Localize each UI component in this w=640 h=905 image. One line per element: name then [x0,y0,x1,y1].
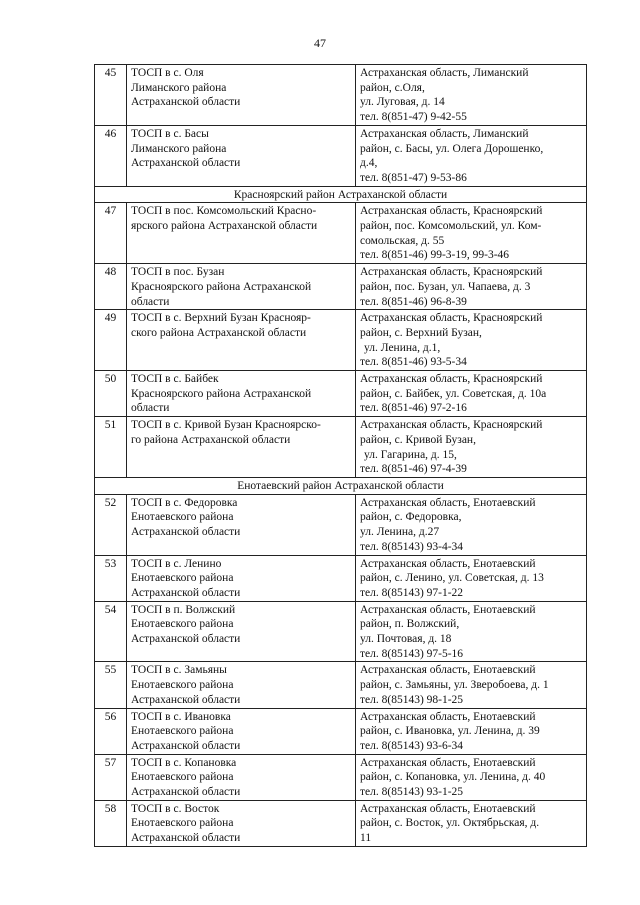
office-name-cell [127,708,356,754]
row-number: 51 [95,417,127,478]
address-line: Астраханская область, Енотаевский [360,802,536,815]
office-name-line: Астраханской области [131,96,241,109]
address-line: ул. Ленина, д.1, [364,341,441,354]
office-name-cell [127,754,356,800]
office-name-cell [127,417,356,478]
address-line: Астраханская область, Енотаевский [360,496,536,509]
office-name-line: Астраханской области [131,739,241,752]
office-name-line: ТОСП в с. Байбек [131,373,219,386]
table-row [95,310,587,371]
address-line: тел. 8(851-47) 9-42-55 [360,111,467,124]
office-name-line: Енотаевского района [131,679,234,692]
address-line: район, с. Копановка, ул. Ленина, д. 40 [360,771,546,784]
office-name-line: Лиманского района [131,142,227,155]
address-line: тел. 8(85143) 97-5-16 [360,647,464,660]
address-line: д.4, [360,157,378,170]
office-name-line: ТОСП в п. Волжский [131,603,236,616]
address-line: район, с. Замьяны, ул. Зверобоева, д. 1 [360,679,549,692]
address-cell [356,601,587,662]
row-number: 55 [95,662,127,708]
office-name-cell [127,310,356,371]
address-line: тел. 8(85143) 97-1-22 [360,586,464,599]
office-name-line: Астраханской области [131,586,241,599]
table-row [95,264,587,310]
section-title: Енотаевский район Астраханской области [95,477,587,494]
office-name-line: области [131,402,170,415]
office-name-cell [127,203,356,264]
row-number: 52 [95,494,127,555]
address-line: Астраханская область, Енотаевский [360,557,536,570]
address-line: Астраханская область, Енотаевский [360,756,536,769]
address-line: тел. 8(851-46) 99-3-19, 99-3-46 [360,249,510,262]
row-number: 56 [95,708,127,754]
address-cell [356,371,587,417]
table-row [95,754,587,800]
office-name-cell [127,125,356,186]
address-line: район, с. Байбек, ул. Советская, д. 10а [360,387,547,400]
address-cell [356,264,587,310]
address-line: район, с. Федоровка, [360,511,462,524]
address-line: район, с. Ленино, ул. Советская, д. 13 [360,572,544,585]
table-row [95,371,587,417]
address-line: Астраханская область, Красноярский [360,312,543,325]
address-cell [356,417,587,478]
office-name-line: Енотаевского района [131,771,234,784]
office-name-line: Красноярского района Астраханской [131,280,312,293]
row-number: 49 [95,310,127,371]
row-number: 50 [95,371,127,417]
office-name-line: Енотаевского района [131,817,234,830]
office-name-line: Астраханской области [131,633,241,646]
office-name-cell [127,555,356,601]
office-name-line: Енотаевского района [131,618,234,631]
office-name-line: ского района Астраханской области [131,326,307,339]
office-name-line: ТОСП в пос. Бузан [131,266,225,279]
address-line: Астраханская область, Енотаевский [360,603,536,616]
office-name-cell [127,662,356,708]
office-name-line: го района Астраханской области [131,433,291,446]
office-name-line: ТОСП в с. Восток [131,802,220,815]
office-name-line: ТОСП в с. Замьяны [131,664,227,677]
table-row [95,601,587,662]
address-cell [356,203,587,264]
row-number: 57 [95,754,127,800]
address-line: тел. 8(85143) 93-6-34 [360,739,464,752]
office-name-line: Астраханской области [131,693,241,706]
table-row [95,662,587,708]
table-row [95,555,587,601]
section-header-row [95,477,587,494]
address-line: район, с. Басы, ул. Олега Дорошенко, [360,142,544,155]
address-line: район, с. Ивановка, ул. Ленина, д. 39 [360,725,540,738]
row-number: 45 [95,65,127,126]
address-line: Астраханская область, Енотаевский [360,664,536,677]
address-line: район, пос. Комсомольский, ул. Ком- [360,220,542,233]
address-line: район, с. Восток, ул. Октябрьская, д. [360,817,540,830]
office-name-cell [127,264,356,310]
registry-body [95,65,587,847]
address-line: Астраханская область, Лиманский [360,67,529,79]
address-line: район, с. Кривой Бузан, [360,433,476,446]
office-name-line: Енотаевского района [131,572,234,585]
address-line: тел. 8(851-46) 97-4-39 [360,463,467,476]
address-line: ул. Луговая, д. 14 [360,96,445,109]
office-name-cell [127,800,356,846]
row-number: 58 [95,800,127,846]
office-name-line: Енотаевского района [131,725,234,738]
row-number: 47 [95,203,127,264]
office-name-line: Енотаевского района [131,511,234,524]
office-name-line: ТОСП в с. Ленино [131,557,222,570]
office-name-cell [127,65,356,126]
office-name-line: ярского района Астраханской области [131,220,318,233]
table-row [95,125,587,186]
row-number: 54 [95,601,127,662]
address-line: район, с. Верхний Бузан, [360,326,482,339]
address-line: тел. 8(851-46) 93-5-34 [360,356,467,369]
address-line: тел. 8(85143) 93-1-25 [360,786,464,799]
address-line: тел. 8(851-46) 97-2-16 [360,402,467,415]
address-line: тел. 8(851-46) 96-8-39 [360,295,467,308]
address-line: тел. 8(85143) 98-1-25 [360,693,464,706]
address-cell [356,555,587,601]
address-line: 11 [360,832,372,845]
section-title: Красноярский район Астраханской области [95,186,587,203]
table-row [95,800,587,846]
address-cell [356,310,587,371]
table-row [95,708,587,754]
office-name-line: Астраханской области [131,832,241,845]
office-name-cell [127,494,356,555]
address-line: сомольская, д. 55 [360,234,445,247]
office-name-line: ТОСП в с. Федоровка [131,496,238,509]
address-cell [356,125,587,186]
table-row [95,417,587,478]
address-line: район, с.Оля, [360,81,425,94]
page-number: 47 [314,36,326,50]
office-name-line: ТОСП в с. Верхний Бузан Краснояр- [131,312,311,325]
office-name-line: ТОСП в с. Басы [131,127,209,140]
address-line: Астраханская область, Красноярский [360,205,543,218]
office-name-line: Красноярского района Астраханской [131,387,312,400]
office-name-line: Лиманского района [131,81,227,94]
address-line: ул. Ленина, д.27 [360,526,440,539]
office-name-line: Астраханской области [131,157,241,170]
office-name-cell [127,371,356,417]
row-number: 53 [95,555,127,601]
address-line: район, п. Волжский, [360,618,460,631]
section-header-row [95,186,587,203]
address-line: Астраханская область, Лиманский [360,127,529,140]
table-row [95,65,587,126]
table-row [95,494,587,555]
row-number: 46 [95,125,127,186]
address-cell [356,662,587,708]
address-line: Астраханская область, Красноярский [360,266,543,279]
address-line: тел. 8(85143) 93-4-34 [360,540,464,553]
office-name-line: области [131,295,170,308]
office-name-line: ТОСП в с. Копановка [131,756,237,769]
address-cell [356,800,587,846]
address-line: район, пос. Бузан, ул. Чапаева, д. 3 [360,280,531,293]
office-name-line: ТОСП в с. Оля [131,67,204,79]
table-row [95,203,587,264]
office-name-line: Астраханской области [131,526,241,539]
address-line: Астраханская область, Енотаевский [360,710,536,723]
address-line: Астраханская область, Красноярский [360,373,543,386]
address-cell [356,708,587,754]
address-line: тел. 8(851-47) 9-53-86 [360,171,467,184]
office-name-line: Астраханской области [131,786,241,799]
row-number: 48 [95,264,127,310]
registry-table [94,64,587,847]
address-cell [356,494,587,555]
office-name-line: ТОСП в с. Ивановка [131,710,231,723]
address-line: ул. Почтовая, д. 18 [360,633,452,646]
address-cell [356,754,587,800]
office-name-line: ТОСП в пос. Комсомольский Красно- [131,205,317,218]
office-name-cell [127,601,356,662]
address-line: ул. Гагарина, д. 15, [364,448,457,461]
address-line: Астраханская область, Красноярский [360,419,543,432]
address-cell [356,65,587,126]
office-name-line: ТОСП в с. Кривой Бузан Красноярско- [131,419,321,432]
